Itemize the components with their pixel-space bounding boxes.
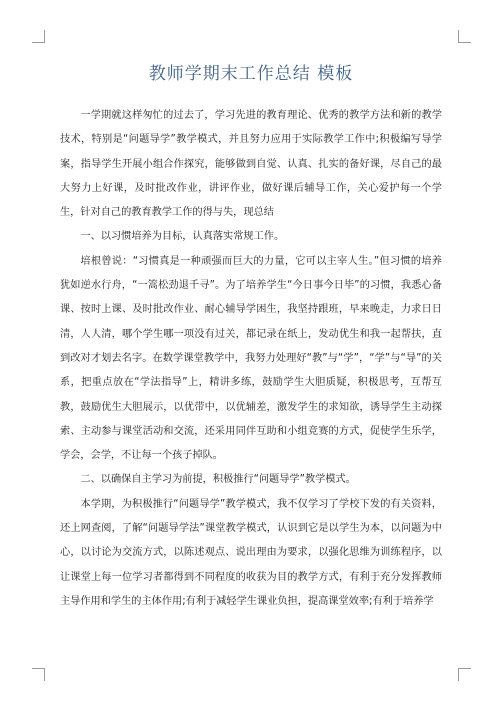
document-body <box>60 62 442 614</box>
crop-mark-top-right <box>458 30 471 43</box>
crop-mark-bottom-right <box>458 668 471 681</box>
paragraph-habits: 培根曾说：“习惯真是一种顽强而巨大的力量，它可以主宰人生。”但习惯的培养犹如逆水行舟，“一篙松劲退千寻”。为了培养学生“今日事今日毕”的习惯，我悉心备课、按时上课、及时批改作业、耐心辅导学困生，我坚持跟班，早来晚走，力求日日清，人人清，哪个学生哪一项没有过关，都记录在纸上，发动优生和我一起帮扶，直到改对才划去名字。在数学课堂教学中，我努力处理好“教”与“学”，“学”与“导”的关系，把重点放在“学法指导”上，精讲多练，鼓励学生大胆质疑，积极思考，互帮互教，鼓励优生大胆展示，以优带中，以优辅差，激发学生的求知欲，诱导学生主动探索、主动参与课堂活动和交流，还采用同伴互助和小组竞赛的方式，促使学生乐学，学会，会学，不让每一个孩子掉队。 <box>60 255 442 462</box>
crop-mark-bottom-left <box>32 668 45 681</box>
section-heading-1: 一、以习惯培养为目标，认真落实常规工作。 <box>80 231 285 243</box>
section-heading-2: 二、以确保自主学习为前提，积极推行“问题导学”教学模式。 <box>80 474 356 486</box>
paragraph-problem-guided: 本学期，为积极推行“问题导学”教学模式，我不仅学习了学校下发的有关资料，还上网查阅，了解“问题导学法”课堂教学模式，认识到它是以学生为本，以问题为中心，以讨论为交流方式，以陈述观点、说出理由为要求，以强化思维为训练程序，以让课堂上每一位学习者都得到不同程度的收获为目的教学方式，有利于充分发挥教师主导作用和学生的主体作用;有利于减轻学生课业负担，提高课堂效率;有利于培养学 <box>60 498 442 607</box>
document-title: 教师学期末工作总结 模板 <box>148 64 354 84</box>
paragraph-intro: 一学期就这样匆忙的过去了，学习先进的教育理论、优秀的教学方法和新的教学技术，特别是“问题导学”教学模式，并且努力应用于实际教学工作中;积极编写导学案，指导学生开展小组合作探究，能够做到自觉、认真、扎实的备好课，尽自己的最大努力上好课，及时批改作业，讲评作业，做好课后辅导工作，关心爱护每一个学生，针对自己的教育教学工作的得与失，现总结 <box>60 110 442 219</box>
crop-mark-top-left <box>32 30 45 43</box>
